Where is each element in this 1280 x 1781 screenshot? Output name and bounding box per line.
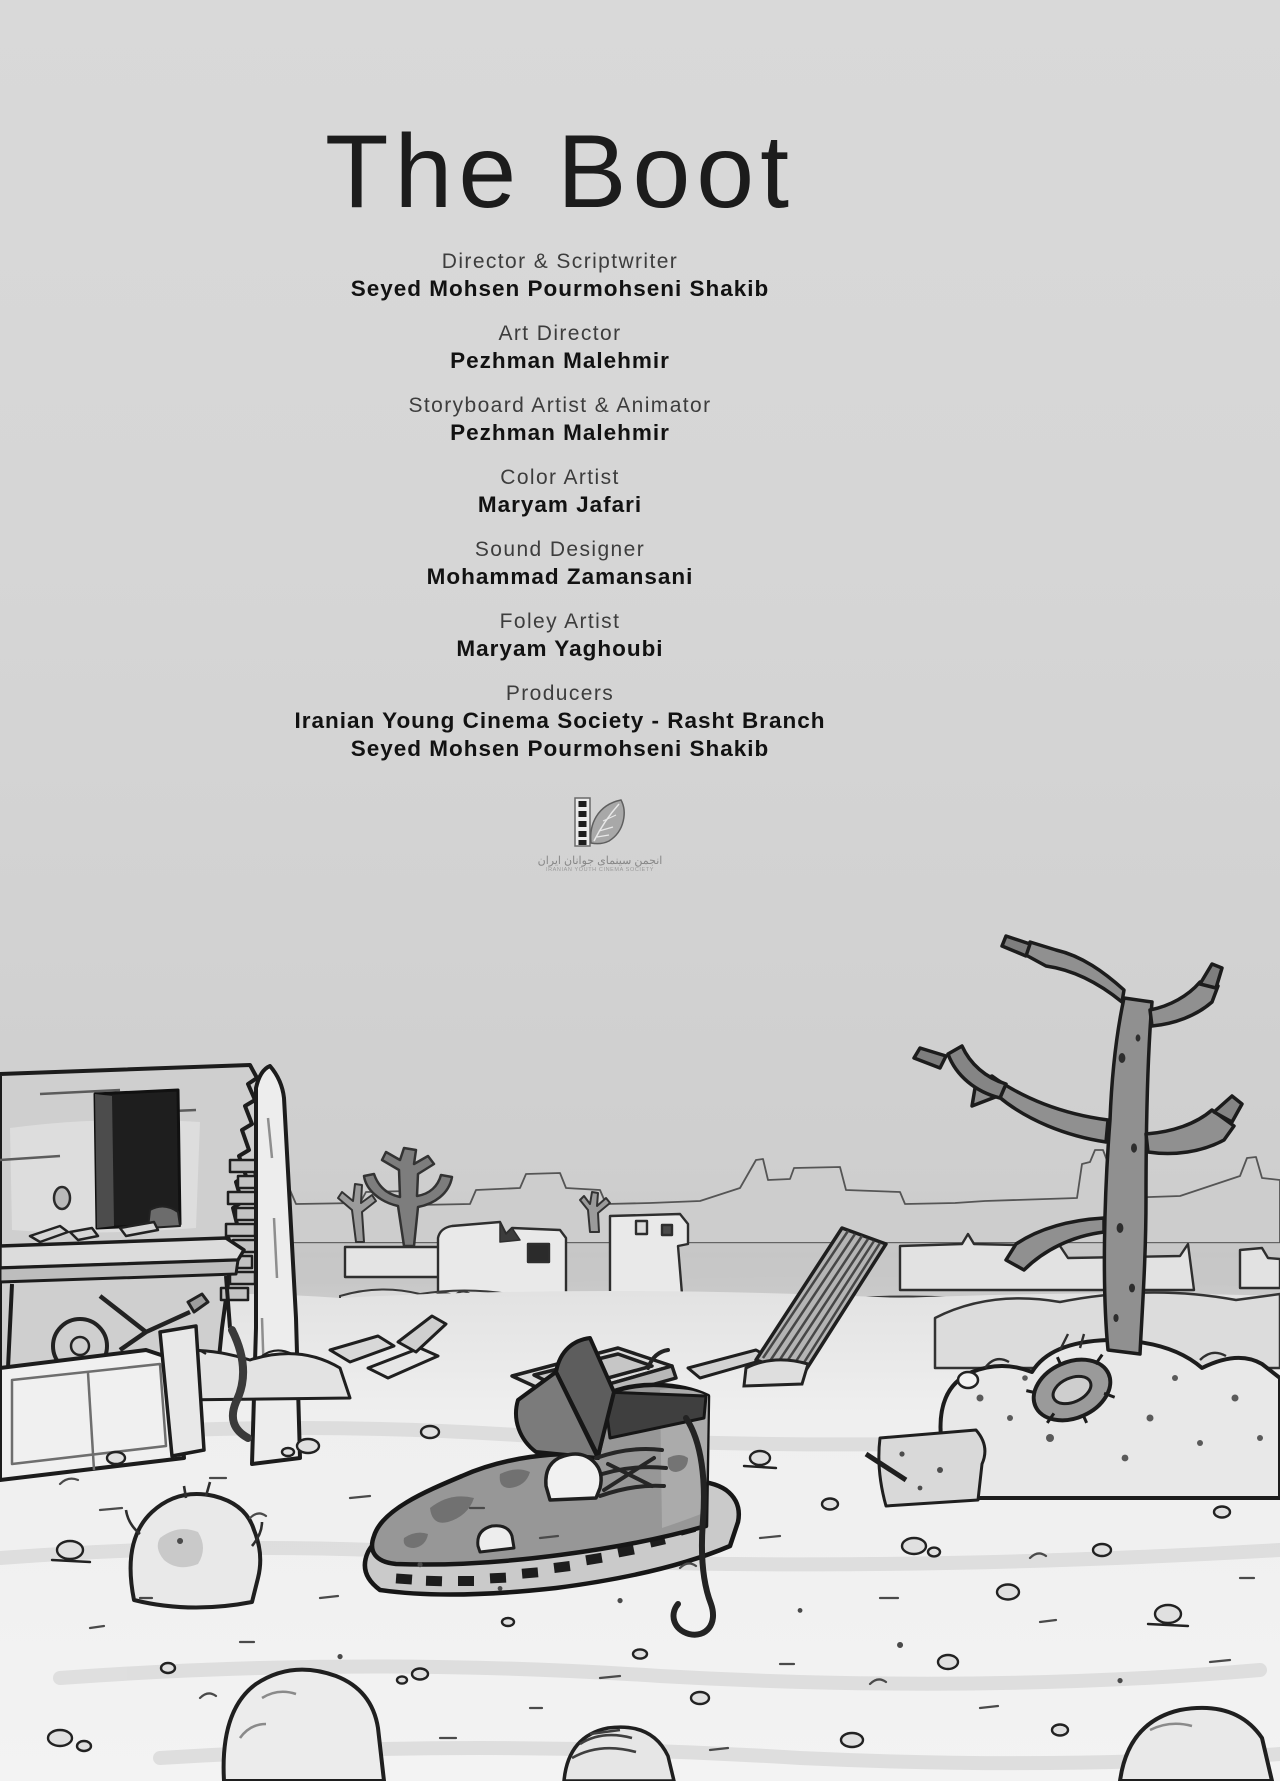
credit-name: Pezhman Malehmir <box>450 348 670 374</box>
credit-name: Mohammad Zamansani <box>426 564 694 590</box>
logo-caption-english: IRANIAN YOUTH CINEMA SOCIETY <box>545 867 655 874</box>
credit-name: Maryam Yaghoubi <box>456 636 664 662</box>
poster-text-column <box>0 0 1120 876</box>
credit-role: Storyboard Artist & Animator <box>408 394 712 418</box>
poster-title: The Boot <box>324 114 796 230</box>
credit-name: Pezhman Malehmir <box>450 420 670 446</box>
credit-role: Foley Artist <box>499 610 621 634</box>
credit-group <box>0 609 1120 663</box>
credit-name: Seyed Mohsen Pourmohseni Shakib <box>350 276 770 302</box>
credit-group <box>0 537 1120 591</box>
credit-group <box>0 249 1120 303</box>
credit-group <box>0 465 1120 519</box>
ruined-village-illustration <box>0 898 1280 1781</box>
credit-role: Producers <box>505 682 615 706</box>
credit-name: Iranian Young Cinema Society - Rasht Branch <box>294 708 826 734</box>
credit-role: Color Artist <box>500 466 620 490</box>
credit-role: Sound Designer <box>474 538 646 562</box>
film-leaf-logo-icon <box>561 797 639 849</box>
logo-caption-persian: انجمن سینمای جوانان ایران <box>537 855 663 868</box>
credit-group-producers <box>0 681 1120 763</box>
credits-block <box>0 249 1120 763</box>
credit-group <box>0 321 1120 375</box>
credit-name: Seyed Mohsen Pourmohseni Shakib <box>350 736 770 762</box>
iranian-youth-cinema-society-logo <box>538 797 663 874</box>
credit-name: Maryam Jafari <box>477 492 643 518</box>
wall-fragment <box>866 1430 985 1506</box>
credit-role: Director & Scriptwriter <box>441 250 679 274</box>
credit-role: Art Director <box>498 322 622 346</box>
credit-group <box>0 393 1120 447</box>
